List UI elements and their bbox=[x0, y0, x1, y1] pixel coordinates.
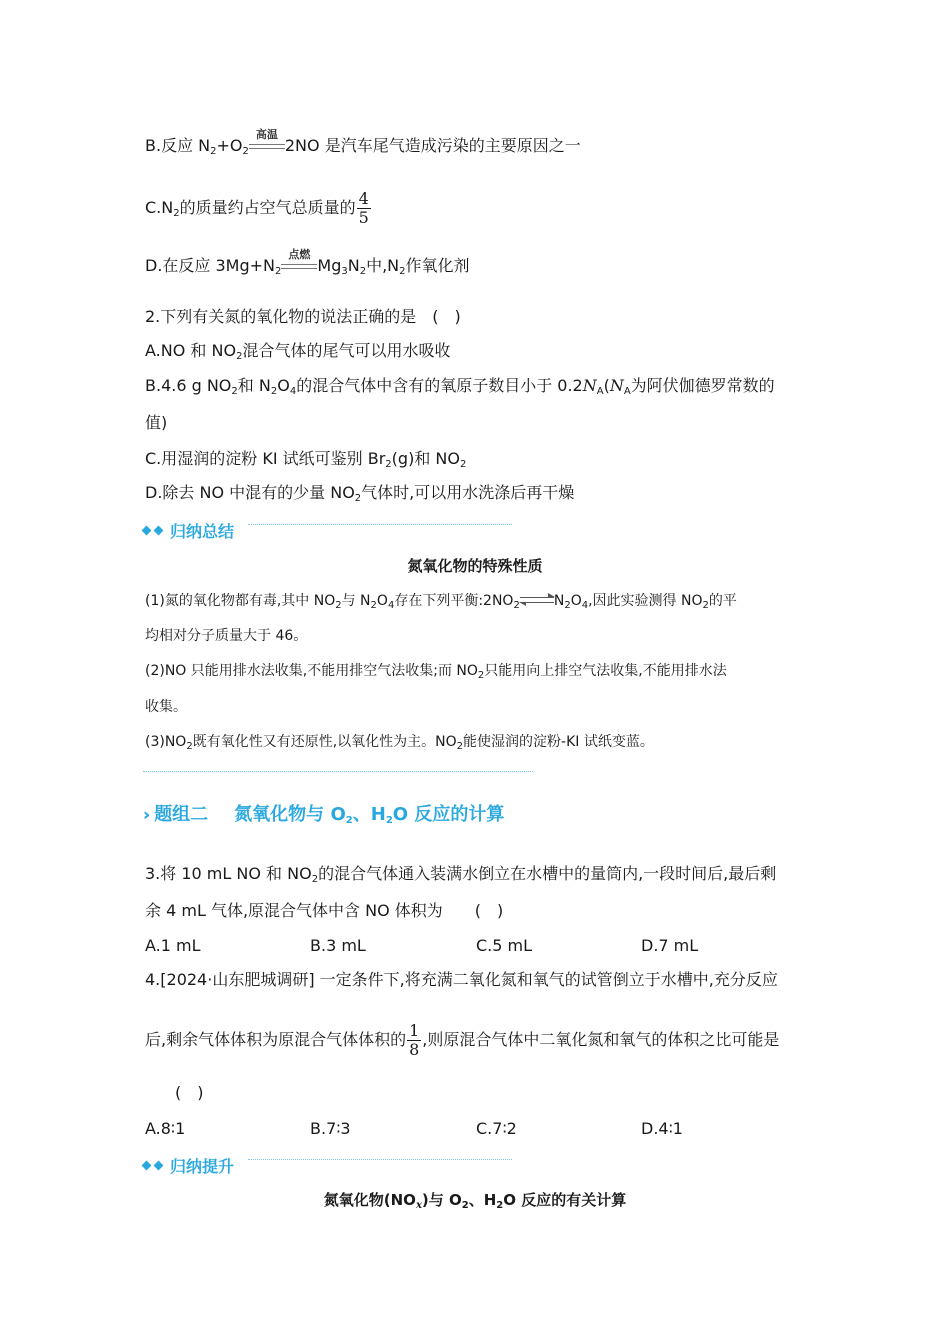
summary-title: 氮氧化物$(NO_x)$与 $O_2$、$H_2O$ 反应的有关计算 bbox=[323, 1191, 627, 1211]
diamond-icon bbox=[142, 526, 152, 536]
option-c: C.7∶2 bbox=[476, 1119, 517, 1138]
q3-stem-line2: 余 4 mL 气体,原混合气体中含 NO 体积为 ( ) bbox=[145, 901, 504, 920]
summary-p1: (1)氮的氧化物都有毒,其中 $NO_2$与 $N_2O_4$存在下列平衡$:2NO_2$ $N_2O_4$,因此实验测得 $NO_2$的平 bbox=[145, 593, 737, 611]
divider bbox=[143, 771, 533, 772]
summary-p2-line2: 收集。 bbox=[145, 699, 187, 715]
option-b: B.3 mL bbox=[310, 936, 366, 955]
q2-option-b-line2: 值) bbox=[145, 413, 168, 432]
fraction: $\frac{4}{5}$ bbox=[358, 189, 369, 227]
summary-p1-line2: 均相对分子质量大于 46。 bbox=[145, 628, 308, 644]
q2-option-d: D.除去 NO 中混有的少量 $NO_2$气体时,可以用水洗涤后再干燥 bbox=[145, 483, 575, 504]
q4-stem: 4.[2024·山东肥城调研] 一定条件下,将充满二氧化氮和氧气的试管倒立于水槽中,充分反应 bbox=[145, 970, 778, 989]
q4-stem-line3: ( ) bbox=[175, 1083, 204, 1102]
option-a: A.1 mL bbox=[145, 936, 201, 955]
summary-p3: $(3)NO_2$既有氧化性又有还原性,以氧化性为主。$NO_2$能使湿润的淀粉-KI 试纸变蓝。 bbox=[145, 734, 654, 752]
section-header: ›› 题组二 氮氧化物与 $O_2$、$H_2O$ 反应的计算 bbox=[143, 804, 505, 826]
summary-label: 归纳提升 bbox=[170, 1157, 235, 1176]
divider bbox=[248, 1159, 512, 1160]
summary-title: 氮氧化物的特殊性质 bbox=[407, 557, 543, 575]
q1-option-d: D.在反应 $3Mg+N_2$ 点燃 $Mg_3N_2$中$,N_2$作氧化剂 bbox=[145, 247, 470, 277]
condition-arrow: 点燃 bbox=[281, 262, 317, 272]
double-chevron-icon: ›› bbox=[143, 805, 145, 824]
option-c: C.5 mL bbox=[476, 936, 533, 955]
q1-option-c: $C.N_2$的质量约占空气总质量的 $\frac{4}{5}$ bbox=[145, 189, 369, 227]
option-b: B.7∶3 bbox=[310, 1119, 351, 1138]
summary-header bbox=[143, 1154, 234, 1177]
q2-option-b: B.4.6 g $NO_2$和 $N_2O_4$的混合气体中含有的氧原子数目小于 $0.2N_A(N_A$为阿伏伽德罗常数的 bbox=[145, 376, 775, 397]
q4-stem-line2: 后,剩余气体体积为原混合气体体积的 $\frac{1}{8}$ ,则原混合气体中二氧化氮和氧气的体积之比可能是 bbox=[145, 1021, 780, 1059]
diamond-icon bbox=[154, 1161, 164, 1171]
option-a: A.8∶1 bbox=[145, 1119, 186, 1138]
summary-p2: (2)NO 只能用排水法收集,不能用排空气法收集;而 $NO_2$只能用向上排空气法收集,不能用排水法 bbox=[145, 663, 727, 681]
divider bbox=[248, 524, 512, 525]
q2-option-c: C.用湿润的淀粉 KI 试纸可鉴别 $Br_2(g)$和 $NO_2$ bbox=[145, 449, 467, 470]
summary-header bbox=[143, 519, 234, 542]
q2-option-a: A.NO 和 $NO_2$混合气体的尾气可以用水吸收 bbox=[145, 341, 451, 362]
diamond-icon bbox=[142, 1161, 152, 1171]
option-d: D.7 mL bbox=[641, 936, 699, 955]
diamond-icon bbox=[154, 526, 164, 536]
option-d: D.4∶1 bbox=[641, 1119, 683, 1138]
q2-stem: 2.下列有关氮的氧化物的说法正确的是 ( ) bbox=[145, 307, 461, 326]
q3-stem: 3.将 10 mL NO 和 $NO_2$的混合气体通入装满水倒立在水槽中的量筒内,一段时间后,最后剩 bbox=[145, 864, 777, 885]
fraction: $\frac{1}{8}$ bbox=[409, 1021, 420, 1059]
summary-label: 归纳总结 bbox=[170, 522, 235, 541]
condition-arrow: 高温 bbox=[249, 142, 285, 152]
equilibrium-arrow bbox=[520, 596, 554, 606]
q1-option-b: B.反应 $N_2+O_2$ 高温 2NO 是汽车尾气造成污染的主要原因之一 bbox=[145, 127, 581, 157]
